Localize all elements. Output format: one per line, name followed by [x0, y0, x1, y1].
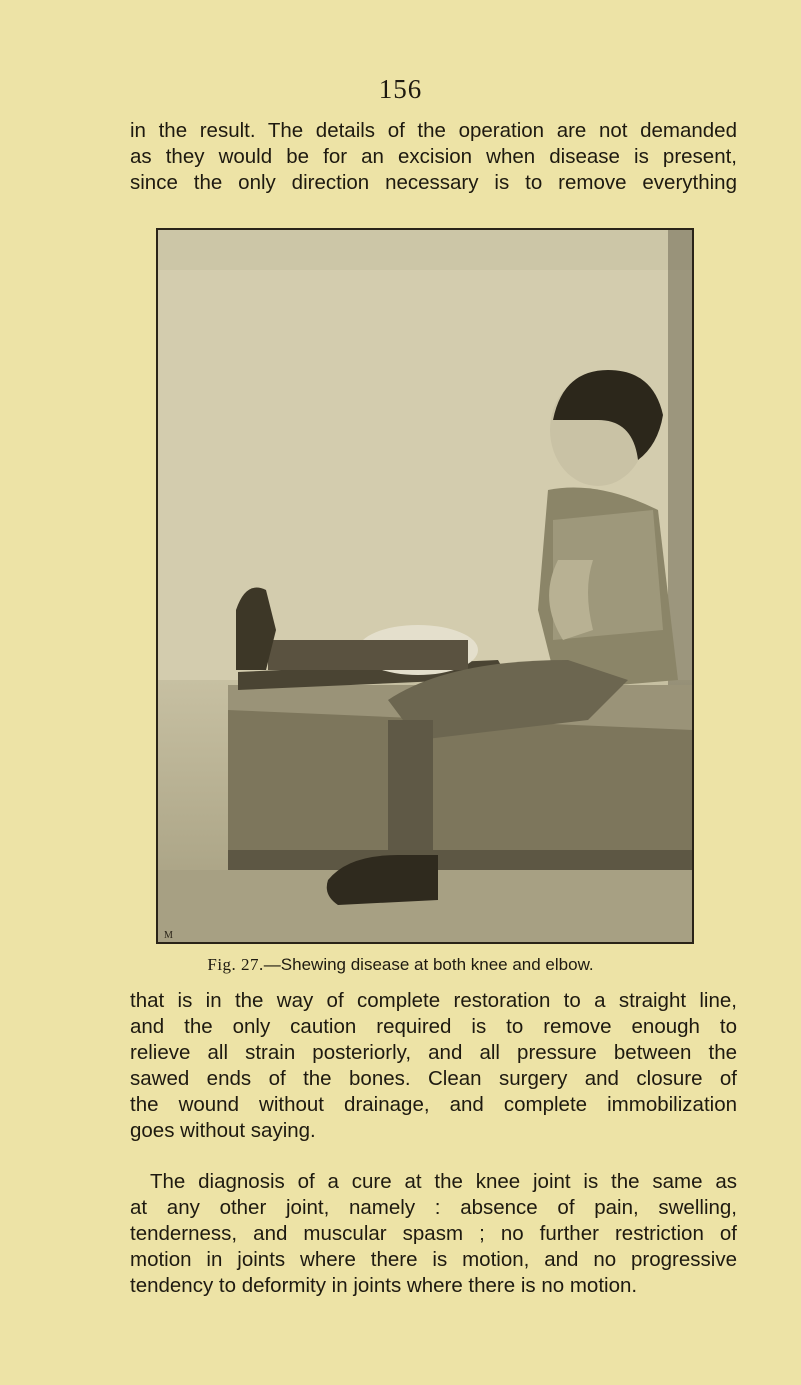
- paragraph-bottom: [130, 1169, 737, 1299]
- figure-photograph: [156, 228, 694, 944]
- text-line: as they would be for an excision when disease is present,: [130, 145, 737, 168]
- figure-caption-text: —Shewing disease at both knee and elbow.: [263, 955, 594, 974]
- page-number: 156: [378, 74, 423, 104]
- text-line: motion in joints where there is motion, and no progressive: [130, 1248, 737, 1271]
- boy-with-splint-illustration: [158, 230, 692, 942]
- svg-text:M: M: [164, 930, 173, 941]
- text-line: that is in the way of complete restoration to a straight line,: [130, 989, 737, 1012]
- text-line: and the only caution required is to remove enough to: [130, 1015, 737, 1038]
- paragraph-top: [130, 118, 737, 196]
- text-line: sawed ends of the bones. Clean surgery and closure of: [130, 1067, 737, 1090]
- figure-caption: [0, 955, 801, 975]
- text-line: at any other joint, namely : absence of pain, swelling,: [130, 1196, 737, 1219]
- text-line: The diagnosis of a cure at the knee joint is the same as: [150, 1170, 737, 1193]
- text-line: since the only direction necessary is to remove everything: [130, 171, 737, 194]
- text-line: relieve all strain posteriorly, and all pressure between the: [130, 1041, 737, 1064]
- text-line: tendency to deformity in joints where there is no motion.: [130, 1274, 638, 1297]
- text-line: tenderness, and muscular spasm ; no further restriction of: [130, 1222, 737, 1245]
- figure-label: Fig. 27.: [207, 955, 264, 974]
- text-line: in the result. The details of the operation are not demanded: [130, 119, 737, 142]
- paragraph-middle: [130, 988, 737, 1144]
- text-line: the wound without drainage, and complete immobilization: [130, 1093, 737, 1116]
- text-line: goes without saying.: [130, 1119, 316, 1142]
